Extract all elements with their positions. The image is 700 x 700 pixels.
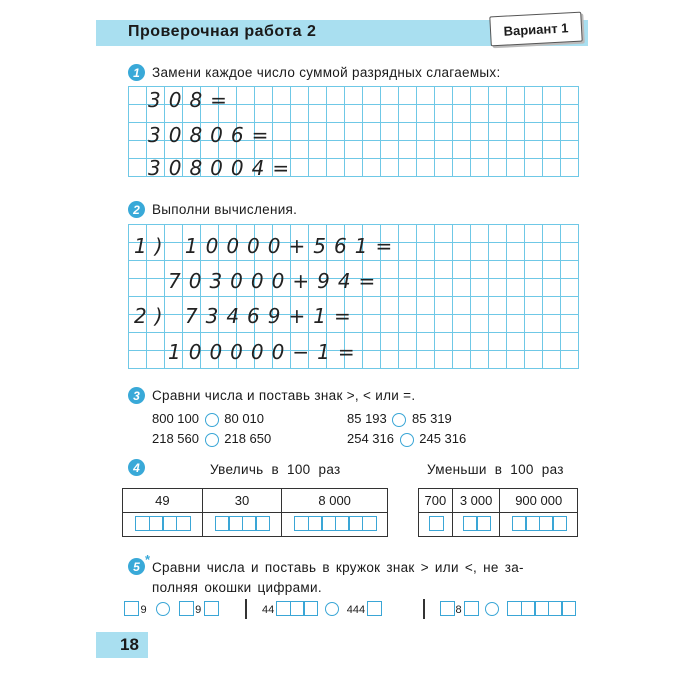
answer-box[interactable] <box>367 601 382 616</box>
answer-box[interactable] <box>429 516 444 531</box>
increase-answer-1 <box>123 513 203 537</box>
task3-number-badge: 3 <box>128 387 145 404</box>
compare-circle[interactable] <box>205 433 219 447</box>
task3-pair-3 <box>152 431 271 447</box>
task1-number-badge: 1 <box>128 64 145 81</box>
task4-increase-label: Увеличь в 100 раз <box>210 462 341 477</box>
task5-expression-2 <box>262 601 381 616</box>
task3-pair-1 <box>152 411 264 427</box>
increase-value-2: 30 <box>202 489 282 513</box>
page-title: Проверочная работа 2 <box>128 23 317 40</box>
answer-box[interactable] <box>476 516 491 531</box>
task5-text-line1: Сравни числа и поставь в кружок знак > или <, не за- <box>152 560 524 575</box>
decrease-answer-1 <box>419 513 453 537</box>
increase-answer-2 <box>202 513 282 537</box>
answer-box[interactable] <box>362 516 377 531</box>
decrease-value-2: 3 000 <box>452 489 500 513</box>
task2-line-3: 2) 73469+1= <box>134 304 359 328</box>
task5-num-444: 444 <box>346 604 366 616</box>
task3-pair-3-b: 218 650 <box>224 431 272 446</box>
answer-box[interactable] <box>204 601 219 616</box>
variant-badge: Вариант 1 <box>489 12 582 47</box>
decrease-table <box>418 488 578 537</box>
decrease-value-1: 700 <box>419 489 453 513</box>
task3-pair-1-a: 800 100 <box>152 411 199 426</box>
increase-value-3: 8 000 <box>282 489 388 513</box>
separator <box>245 599 247 619</box>
compare-circle[interactable] <box>400 433 414 447</box>
answer-box[interactable] <box>124 601 139 616</box>
task3-pair-3-a: 218 560 <box>152 431 199 446</box>
answer-box[interactable] <box>440 601 455 616</box>
answer-box[interactable] <box>464 601 479 616</box>
task2-line-4: 100000−1= <box>168 340 363 364</box>
task5-digit-9b: 9 <box>195 604 202 616</box>
task1-line-3: 308004= <box>148 156 298 180</box>
task3-pair-1-b: 80 010 <box>224 411 265 426</box>
task3-pair-4-a: 254 316 <box>347 431 394 446</box>
task2-number-badge: 2 <box>128 201 145 218</box>
compare-circle[interactable] <box>156 602 170 616</box>
task1-line-2: 30806= <box>148 123 277 147</box>
increase-answer-3 <box>282 513 388 537</box>
decrease-answer-2 <box>452 513 500 537</box>
task5-digit-9a: 9 <box>140 604 147 616</box>
answer-box[interactable] <box>176 516 191 531</box>
task3-pair-2 <box>347 411 452 427</box>
task2-text: Выполни вычисления. <box>152 202 298 217</box>
page-number: 18 <box>120 635 139 654</box>
task5-text-line2: полняя окошки цифрами. <box>152 580 322 595</box>
answer-box[interactable] <box>255 516 270 531</box>
task1-line-1: 308= <box>148 88 235 112</box>
compare-circle[interactable] <box>205 413 219 427</box>
compare-circle[interactable] <box>325 602 339 616</box>
task3-text: Сравни числа и поставь знак >, < или =. <box>152 388 416 403</box>
answer-box[interactable] <box>179 601 194 616</box>
task3-pair-4-b: 245 316 <box>419 431 467 446</box>
answer-box[interactable] <box>552 516 567 531</box>
increase-table <box>122 488 388 537</box>
compare-circle[interactable] <box>485 602 499 616</box>
task5-star: * <box>145 552 151 567</box>
task2-line-2: 703000+94= <box>168 269 384 293</box>
task3-pair-4 <box>347 431 466 447</box>
task3-pair-2-a: 85 193 <box>347 411 387 426</box>
task1-text: Замени каждое число суммой разрядных слагаемых: <box>152 65 501 80</box>
task5-number-badge: 5 <box>128 558 145 575</box>
decrease-answer-3 <box>500 513 578 537</box>
increase-value-1: 49 <box>123 489 203 513</box>
task2-line-1: 1) 10000+561= <box>134 234 401 258</box>
task3-pair-2-b: 85 319 <box>412 411 452 426</box>
task5-expression-1 <box>124 601 218 616</box>
task5-num-44: 44 <box>262 604 275 616</box>
decrease-value-3: 900 000 <box>500 489 578 513</box>
task5-digit-8: 8 <box>455 604 462 616</box>
task4-decrease-label: Уменьши в 100 раз <box>427 462 564 477</box>
separator <box>423 599 425 619</box>
answer-box[interactable] <box>303 601 318 616</box>
answer-box[interactable] <box>561 601 576 616</box>
task4-number-badge: 4 <box>128 459 145 476</box>
task5-expression-3 <box>440 601 575 616</box>
compare-circle[interactable] <box>392 413 406 427</box>
